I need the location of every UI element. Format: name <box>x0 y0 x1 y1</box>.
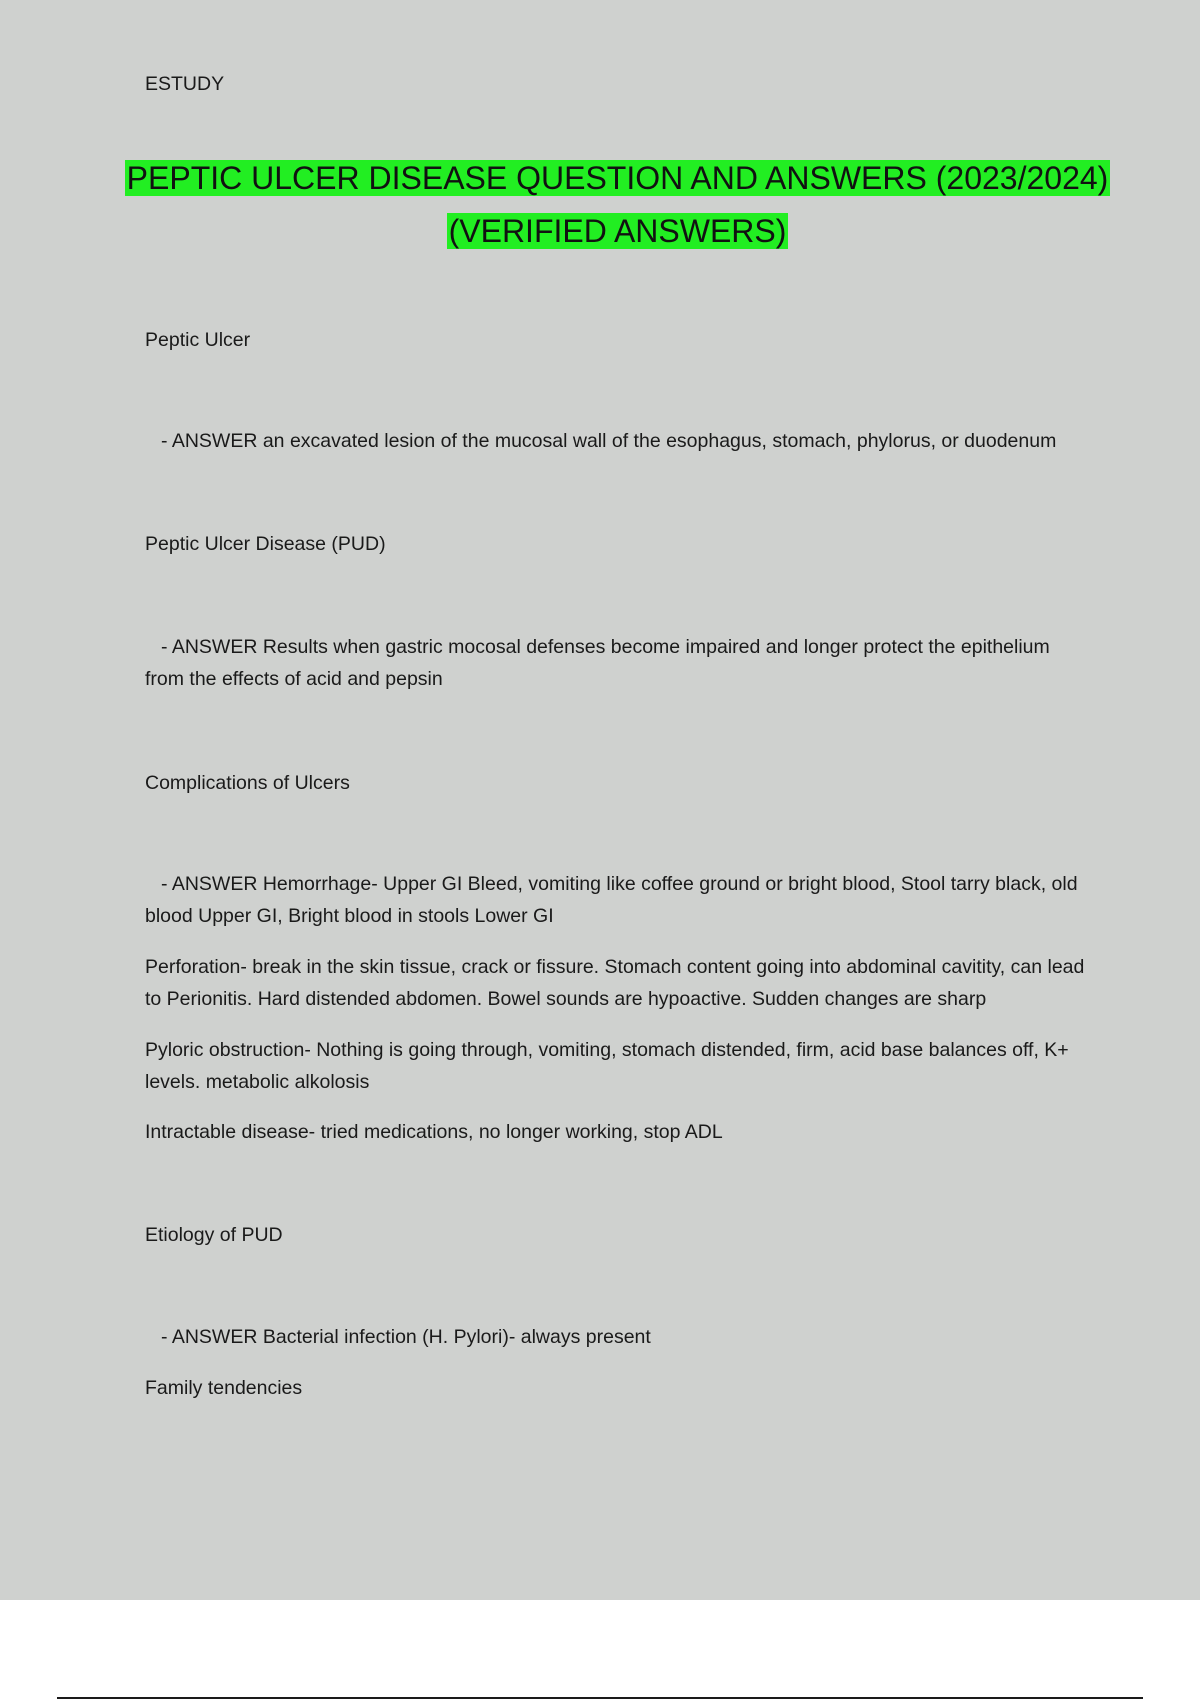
document-title <box>100 152 1135 258</box>
answer-etiology: - ANSWER Bacterial infection (H. Pylori)- always present <box>161 1326 651 1348</box>
answer-pud: - ANSWER Results when gastric mocosal defenses become impaired and longer protect the epithelium from the effects of acid and pepsin <box>145 636 1050 690</box>
question-etiology: Etiology of PUD <box>145 1224 283 1246</box>
question-peptic-ulcer: Peptic Ulcer <box>145 329 251 351</box>
answer-peptic-ulcer: - ANSWER an excavated lesion of the mucosal wall of the esophagus, stomach, phylorus, or duodenum <box>161 430 1057 452</box>
answer-complications: - ANSWER Hemorrhage- Upper GI Bleed, vomiting like coffee ground or bright blood, Stool tarry black, old blood Upper GI, Bright blood in stools Lower GI <box>145 873 1078 927</box>
title-line-1: PEPTIC ULCER DISEASE QUESTION AND ANSWERS (2023/2024) <box>126 160 1109 196</box>
question-pud: Peptic Ulcer Disease (PUD) <box>145 533 386 555</box>
complication-perforation: Perforation- break in the skin tissue, crack or fissure. Stomach content going into abdominal cavitity, can lead to Perionitis. Hard distended abdomen. Bowel sounds are hypoactive. Sudden changes are sharp <box>145 956 1085 1010</box>
etiology-family-tendencies: Family tendencies <box>145 1377 303 1399</box>
header-label: ESTUDY <box>145 73 225 95</box>
complication-intractable-disease: Intractable disease- tried medications, no longer working, stop ADL <box>145 1121 723 1143</box>
bottom-divider <box>57 1697 1143 1699</box>
question-complications: Complications of Ulcers <box>145 772 350 794</box>
title-line-2: (VERIFIED ANSWERS) <box>448 213 787 249</box>
complication-pyloric-obstruction: Pyloric obstruction- Nothing is going through, vomiting, stomach distended, firm, acid base balances off, K+ levels. metabolic alkolosis <box>145 1039 1069 1093</box>
